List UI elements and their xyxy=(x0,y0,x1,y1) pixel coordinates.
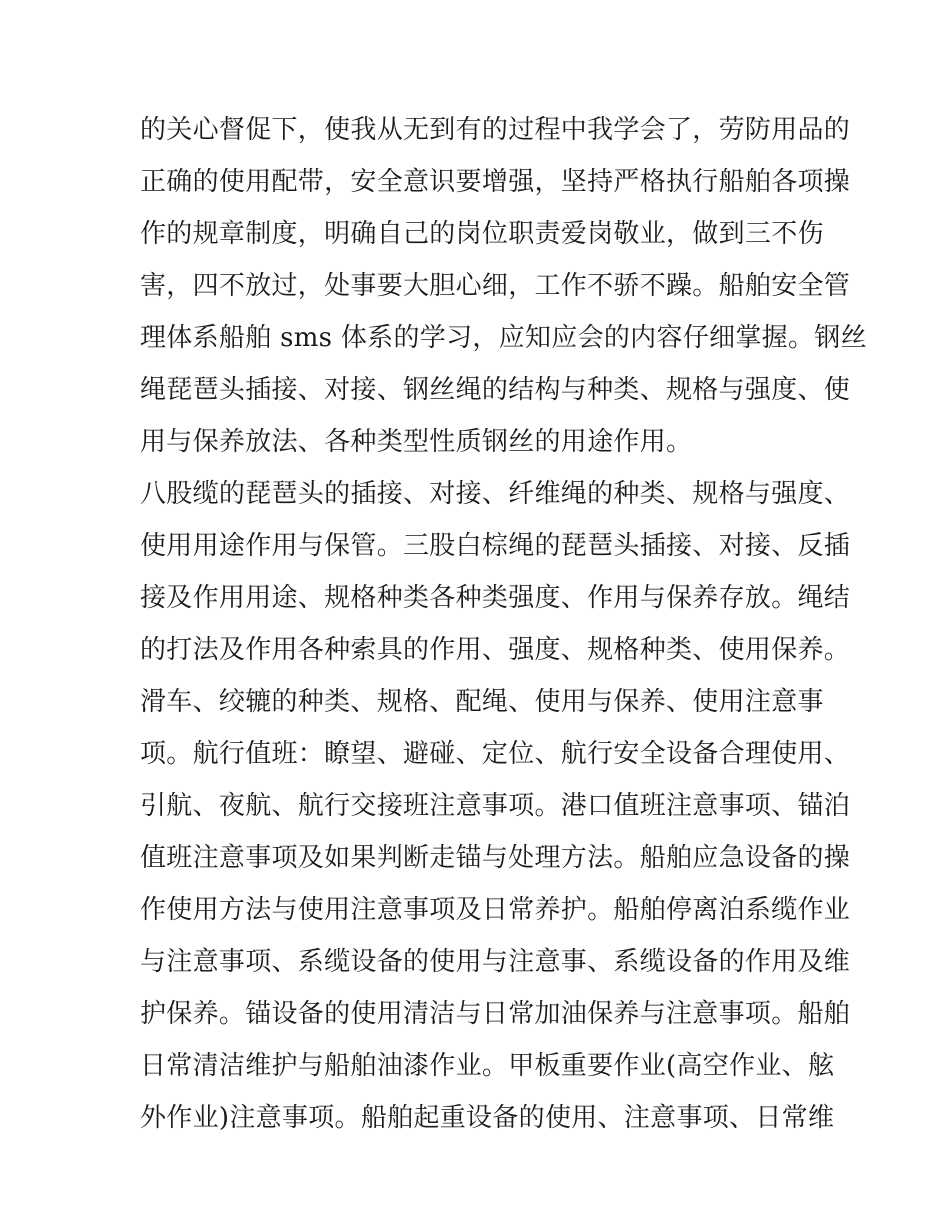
text-line: 引航、夜航、航行交接班注意事项。港口值班注意事项、锚泊 xyxy=(140,791,851,821)
text-line: 项。航行值班：瞭望、避碰、定位、航行安全设备合理使用、 xyxy=(140,739,851,769)
body-text xyxy=(140,104,867,1144)
text-line: 值班注意事项及如果判断走锚与处理方法。船舶应急设备的操 xyxy=(140,843,851,873)
text-line: 正确的使用配带，安全意识要增强，坚持严格执行船舶各项操 xyxy=(140,167,851,197)
text-line: 的关心督促下，使我从无到有的过程中我学会了，劳防用品的 xyxy=(140,115,851,145)
text-line: 与注意事项、系缆设备的使用与注意事、系缆设备的作用及维 xyxy=(140,947,851,977)
text-line: 用与保养放法、各种类型性质钢丝的用途作用。 xyxy=(140,427,693,457)
text-line: 绳琵琶头插接、对接、钢丝绳的结构与种类、规格与强度、使 xyxy=(140,375,851,405)
text-line: 接及作用用途、规格种类各种类强度、作用与保养存放。绳结 xyxy=(140,583,851,613)
text-line: 作使用方法与使用注意事项及日常养护。船舶停离泊系缆作业 xyxy=(140,895,851,925)
text-line: 外作业)注意事项。船舶起重设备的使用、注意事项、日常维 xyxy=(140,1103,835,1133)
text-line: 滑车、绞辘的种类、规格、配绳、使用与保养、使用注意事 xyxy=(140,687,824,717)
text-line: 理体系船舶 sms 体系的学习，应知应会的内容仔细掌握。钢丝 xyxy=(140,323,867,353)
text-line: 害，四不放过，处事要大胆心细，工作不骄不躁。船舶安全管 xyxy=(140,271,851,301)
text-line: 护保养。锚设备的使用清洁与日常加油保养与注意事项。船舶 xyxy=(140,999,851,1029)
text-line: 的打法及作用各种索具的作用、强度、规格种类、使用保养。 xyxy=(140,635,851,665)
text-line: 日常清洁维护与船舶油漆作业。甲板重要作业(高空作业、舷 xyxy=(140,1051,835,1081)
text-line: 使用用途作用与保管。三股白棕绳的琵琶头插接、对接、反插 xyxy=(140,531,851,561)
text-line: 作的规章制度，明确自己的岗位职责爱岗敬业，做到三不伤 xyxy=(140,219,824,249)
text-line: 八股缆的琵琶头的插接、对接、纤维绳的种类、规格与强度、 xyxy=(140,479,851,509)
